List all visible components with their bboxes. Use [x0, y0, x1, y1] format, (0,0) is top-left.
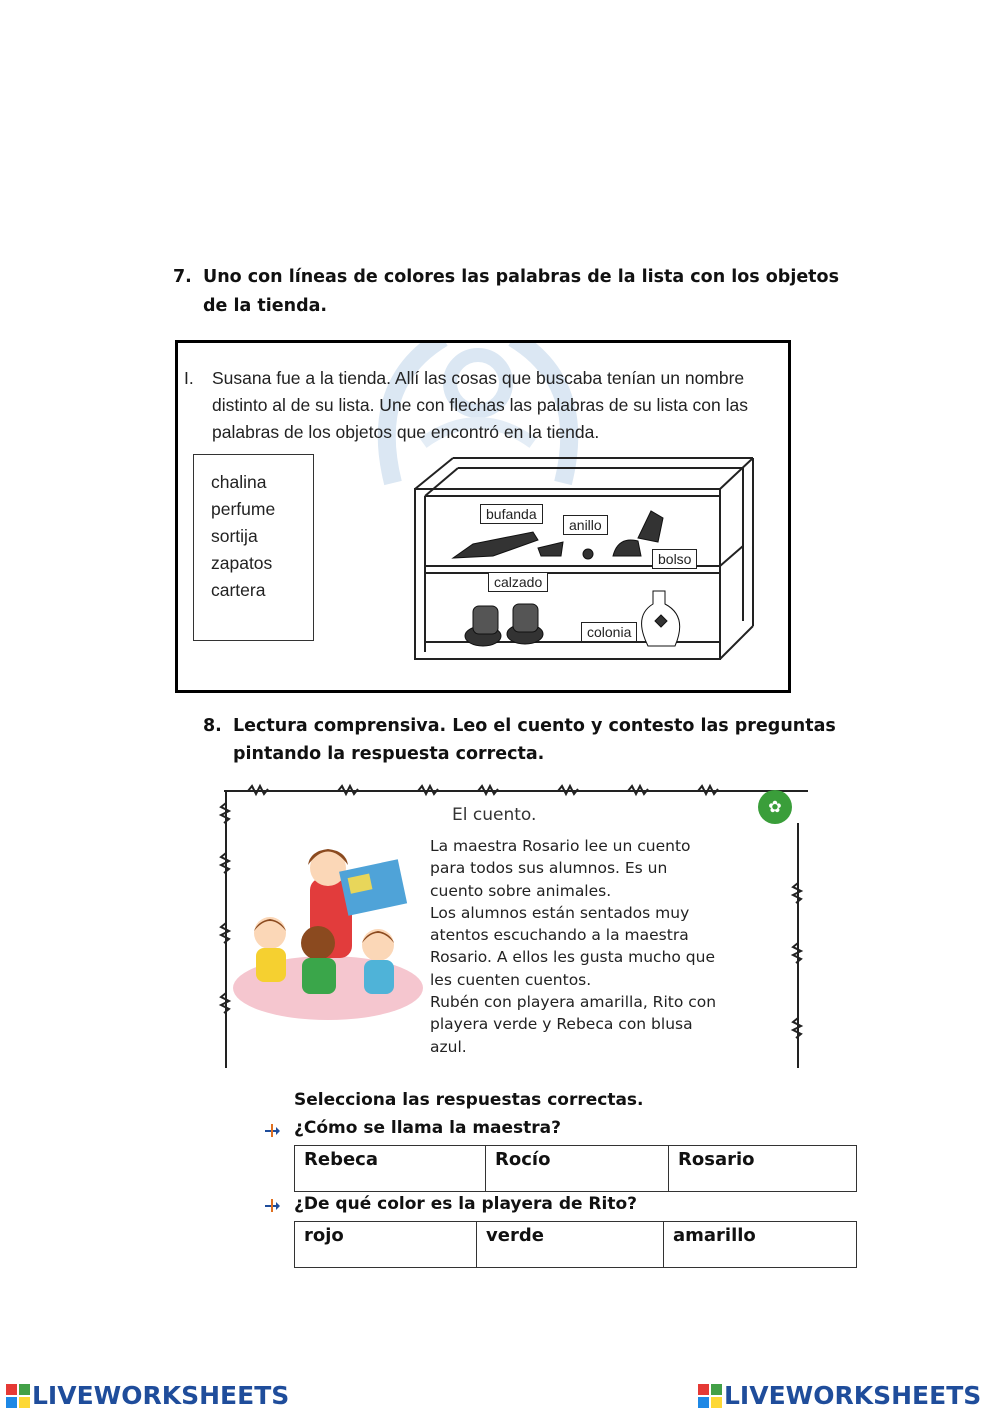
question-teacher-name: ¿Cómo se llama la maestra? — [294, 1118, 562, 1138]
option-verde[interactable]: verde — [477, 1222, 664, 1268]
arrow-bullet-icon — [263, 1197, 281, 1215]
liveworksheets-mark-icon — [6, 1384, 30, 1408]
instruction-numeral: I. — [184, 368, 194, 388]
shopping-list — [193, 454, 314, 641]
story-line: Los alumnos están sentados muy — [430, 903, 690, 922]
store-label-anillo[interactable]: anillo — [563, 515, 608, 535]
teacher-reading-illustration — [233, 849, 423, 1020]
option-rocio[interactable]: Rocío — [486, 1146, 669, 1192]
story-line: azul. — [430, 1037, 467, 1056]
option-rebeca[interactable]: Rebeca — [295, 1146, 486, 1192]
answer-table-teacher — [294, 1145, 857, 1192]
option-rosario[interactable]: Rosario — [669, 1146, 857, 1192]
story-line: atentos escuchando a la maestra — [430, 926, 689, 945]
list-word-sortija[interactable]: sortija — [211, 526, 258, 546]
story-text — [430, 835, 716, 1058]
answer-table-color — [294, 1221, 857, 1268]
story-badge-icon: ✿ — [758, 790, 792, 824]
story-line: playera verde y Rebeca con blusa — [430, 1015, 693, 1034]
list-word-zapatos[interactable]: zapatos — [211, 553, 273, 573]
story-title: El cuento. — [452, 805, 537, 825]
story-line: Rosario. A ellos les gusta mucho que — [430, 948, 716, 967]
option-rojo[interactable]: rojo — [295, 1222, 477, 1268]
story-line: para todos sus alumnos. Es un — [430, 859, 668, 878]
store-label-colonia[interactable]: colonia — [581, 622, 637, 642]
select-instruction: Selecciona las respuestas correctas. — [294, 1090, 644, 1110]
story-box — [218, 783, 832, 1068]
liveworksheets-logo-right[interactable] — [698, 1381, 996, 1411]
question-8-number: 8. — [203, 716, 222, 736]
liveworksheets-logo-left[interactable] — [6, 1381, 296, 1411]
list-word-cartera[interactable]: cartera — [211, 580, 266, 600]
store-label-bolso[interactable]: bolso — [652, 549, 697, 569]
question-7-line-1: Uno con líneas de colores las palabras de la lista con los objetos — [203, 267, 839, 287]
story-line: Rubén con playera amarilla, Rito con — [430, 993, 717, 1012]
question-rito-color: ¿De qué color es la playera de Rito? — [294, 1194, 638, 1214]
question-8-line-1: Lectura comprensiva. Leo el cuento y contesto las preguntas — [233, 716, 836, 736]
instruction-line-1: Susana fue a la tienda. Allí las cosas que buscaba tenían un nombre — [212, 368, 745, 388]
instruction-line-2: distinto al de su lista. Une con flechas las palabras de su lista con las — [212, 395, 748, 415]
story-line: La maestra Rosario lee un cuento — [430, 837, 691, 855]
question-8-line-2: pintando la respuesta correcta. — [233, 744, 545, 764]
list-word-perfume[interactable]: perfume — [211, 499, 276, 519]
store-activity-box — [175, 340, 791, 693]
liveworksheets-text: LIVEWORKSHEETS — [32, 1381, 290, 1410]
store-label-bufanda[interactable]: bufanda — [480, 504, 543, 524]
story-line: les cuenten cuentos. — [430, 970, 592, 989]
option-amarillo[interactable]: amarillo — [664, 1222, 857, 1268]
liveworksheets-mark-icon — [698, 1384, 722, 1408]
story-line: cuento sobre animales. — [430, 881, 612, 900]
question-7-heading — [173, 263, 853, 323]
arrow-bullet-icon — [263, 1122, 281, 1140]
liveworksheets-text: LIVEWORKSHEETS — [724, 1381, 982, 1410]
question-8-heading — [203, 712, 843, 770]
question-7-line-2: de la tienda. — [203, 296, 328, 316]
question-7-number: 7. — [173, 267, 192, 287]
instruction-line-3: palabras de los objetos que encontró en la tienda. — [212, 422, 600, 442]
store-label-calzado[interactable]: calzado — [488, 572, 548, 592]
list-word-chalina[interactable]: chalina — [211, 472, 267, 492]
